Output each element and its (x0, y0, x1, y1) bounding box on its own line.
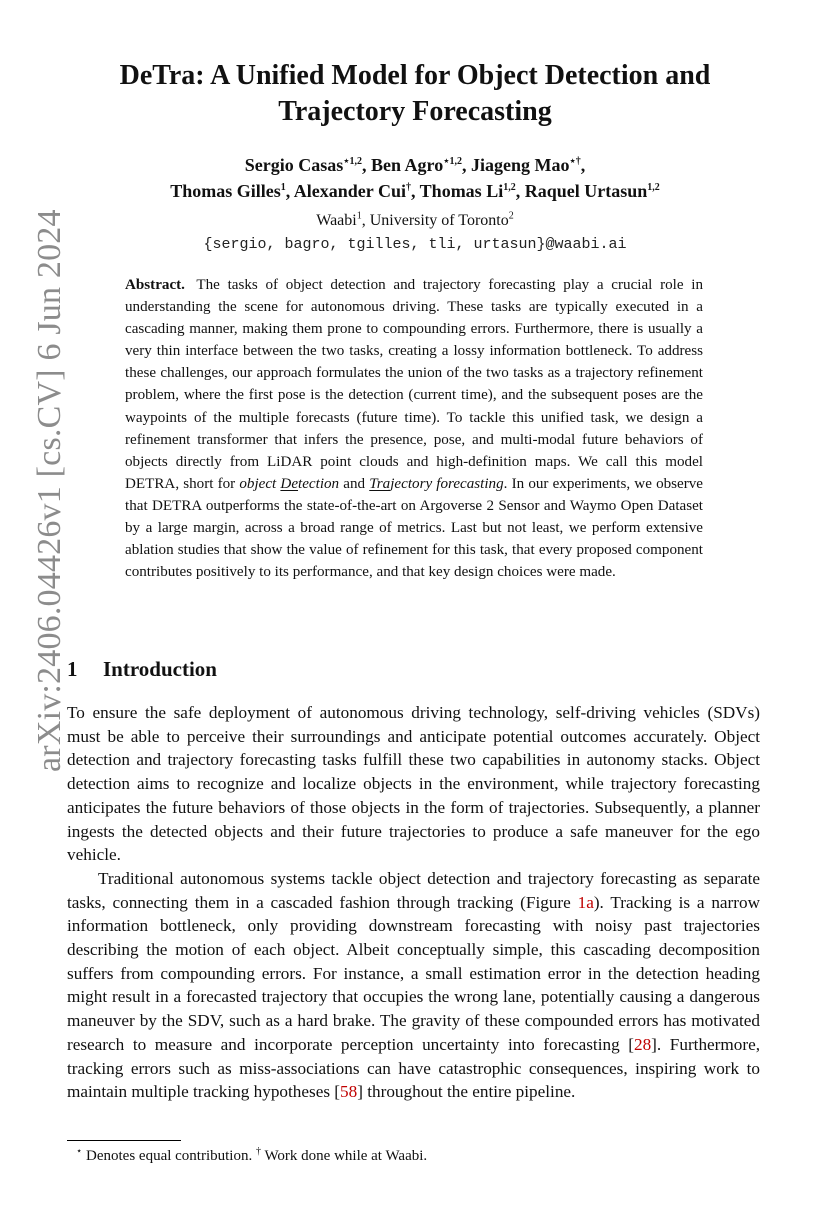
paragraph-text: Traditional autonomous systems tackle object detection and trajectory forecasting as separate tasks, connecting them in a cascaded fashion through tracking (Figure (67, 868, 760, 912)
affiliation-line: Waabi$^1$, University of Toronto$^2$ (316, 210, 514, 229)
abstract-text: , short for (175, 475, 236, 492)
affiliation-org: University of Toronto (369, 212, 509, 229)
italic-text: jectory forecasting (390, 475, 504, 492)
affiliation-mark: 2 (508, 210, 514, 222)
author-mark: ⋆1,2 (343, 156, 363, 167)
footnote-text: Denotes equal contribution. (86, 1148, 253, 1164)
section-title: Introduction (103, 657, 217, 681)
author-mark: † (405, 182, 411, 193)
affiliation-org: Waabi (316, 212, 357, 229)
section-heading (67, 655, 467, 683)
author-name: Raquel Urtasun (524, 181, 648, 201)
figure-reference-link[interactable]: 1a (577, 892, 594, 912)
citation-link[interactable]: 28 (633, 1034, 652, 1054)
paper-title: DeTra: A Unified Model for Object Detection and Trajectory Forecasting (119, 60, 711, 127)
italic-text: object (239, 475, 281, 492)
author-name: Jiageng Mao (470, 155, 570, 175)
author-name: Alexander Cui (293, 181, 406, 201)
author-mark: 1 (280, 182, 286, 193)
italic-text: tection (298, 475, 340, 492)
paragraph-text: ] throughout the entire pipeline. (357, 1082, 576, 1102)
section-number: 1 (67, 657, 78, 681)
abstract-text: and (343, 475, 366, 492)
footnote-text: Work done while at Waabi. (264, 1148, 428, 1164)
underlined-text: De (280, 475, 299, 492)
abstract-block (125, 274, 703, 583)
abstract-text: outperforms the state-of-the-art on Argoverse 2 Sensor and Waymo Open Dataset by a large margin, across a broad range of metrics. Last but not least, we perform extensive ablation studies that show the value of refinement for this task, that every proposed component contributes positively to its performance, and that key design choices were made. (125, 497, 703, 581)
model-expansion (369, 476, 503, 492)
author-list: Sergio Casas$^{⋆1,2}$, Ben Agro$^{⋆1,2}$, Jiageng Mao⋆†, Thomas Gilles$^1$, Alexander Cui†, Thomas Li$^{1,2}$, Raquel Urtasun$^{1,2}$ (170, 155, 660, 201)
author-name: Thomas Gilles (170, 181, 281, 201)
abstract-text: The tasks of object detection and trajectory forecasting play a crucial role in understanding the scene for autonomous driving. These tasks are typically executed in a cascading manner, making them prone to compounding errors. Furthermore, there is usually a very thin interface between the two tasks, creating a lossy information bottleneck. To address these challenges, our approach formulates the union of the two tasks as a trajectory refinement problem, where the first pose is the detection (current time), and the subsequent poses are the waypoints of the multiple forecasts (future time). To tackle this unified task, we design a refinement transformer that infers the presence, pose, and multi-modal future behaviors of objects directly from LiDAR point clouds and high-definition maps. We call this model (125, 277, 703, 470)
paragraph-text: ). Tracking is a narrow information bottleneck, only providing downstream forecasting with noisy past trajectories describing the motion of each object. Albeit conceptually simple, this cascading decomposition suffers from compounding errors. For instance, a small estimation error in the detection heading might result in a forecasted trajectory that occupies the wrong lane, potentially causing a dangerous maneuver by the SDV, such as a hard brake. The gravity of these compounded errors has motivated research to measure and incorporate perception uncertainty into forecasting [ (67, 892, 760, 1054)
model-expansion (239, 476, 339, 492)
affiliation-mark: 1 (356, 210, 362, 222)
model-name: DETRA (125, 475, 176, 492)
footnote (76, 1146, 716, 1166)
introduction-paragraph-2 (67, 867, 760, 1104)
arxiv-identifier-stamp: arXiv:2406.04426v1 [cs.CV] 6 Jun 2024 (31, 209, 68, 772)
abstract-text: . In our experiments, we observe that (125, 475, 704, 514)
footnote-divider (67, 1140, 181, 1141)
introduction-body (67, 701, 760, 1104)
underlined-text: Tra (369, 475, 391, 492)
author-mark: ⋆1,2 (443, 156, 462, 167)
author-mark: 1,2 (503, 182, 516, 193)
model-name: DETRA (152, 497, 202, 514)
footnote-mark: † (255, 1146, 261, 1157)
introduction-paragraph-1: To ensure the safe deployment of autonomous driving technology, self-driving vehicles (SDVs) must be able to perceive their surroundings and anticipate potential outcomes accurately. Object detection and trajectory forecasting tasks fulfill these two capabilities in autonomy stacks. Object detection aims to recognize and localize objects in the environment, while trajectory forecasting anticipates the future behaviors of those objects in the form of trajectories. Subsequently, a planner ingests the detected objects and their future trajectories to produce a safe maneuver for the ego vehicle. (67, 703, 760, 865)
citation-link[interactable]: 58 (340, 1082, 358, 1102)
author-emails: {sergio, bagro, tgilles, tli, urtasun}@waabi.ai (203, 236, 627, 253)
author-name: Sergio Casas (244, 155, 344, 175)
footnote-mark: ⋆ (76, 1146, 83, 1157)
author-name: Ben Agro (371, 155, 444, 175)
author-mark: 1,2 (647, 182, 660, 193)
paragraph-text: ]. Furthermore, tracking errors such as miss-associations can have catastrophic consequences, inspiring work to maintain multiple tracking hypotheses [ (67, 1034, 760, 1102)
abstract-label: Abstract. (125, 277, 185, 293)
author-name: Thomas Li (419, 181, 504, 201)
author-mark: ⋆† (569, 156, 581, 167)
